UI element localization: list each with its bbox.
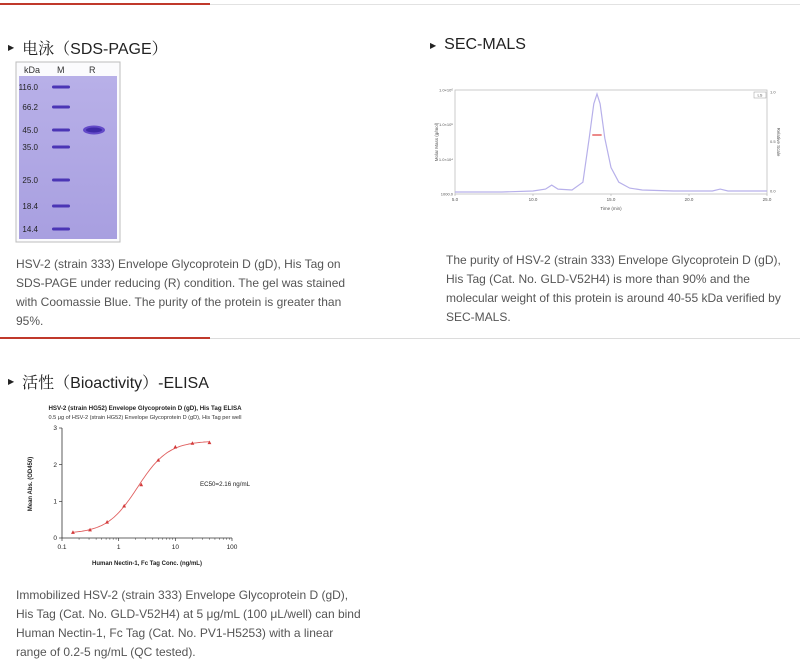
gel-marker-label: 35.0 — [22, 143, 38, 152]
elisa-chart — [20, 398, 270, 573]
sec-ylabel: Molar Mass (g/mol) — [434, 122, 439, 162]
elisa-ec50-annotation: EC50=2.16 ng/mL — [200, 481, 251, 488]
sec-x-tick-label: 25.0 — [762, 197, 772, 202]
elisa-chart-subtitle: 0.5 μg of HSV-2 (strain HG52) Envelope Glycoprotein D (gD), His Tag per well — [48, 415, 242, 421]
gel-marker-band — [52, 129, 70, 132]
sec-x-tick-label: 15.0 — [606, 197, 616, 202]
sec-y2-tick-label: 0.0 — [770, 188, 776, 194]
sec-section-title — [430, 36, 526, 54]
sec-title-text: SEC-MALS — [444, 36, 526, 53]
sec-y-tick-label: 1.0×10⁴ — [438, 156, 453, 162]
gel-col-m: M — [57, 65, 65, 75]
gel-col-kda: kDa — [24, 65, 41, 75]
sec-x-tick-label: 5.0 — [451, 197, 459, 202]
gel-marker-band — [52, 205, 70, 208]
sec-x-tick-label: 20.0 — [684, 197, 694, 202]
gel-marker-band — [52, 86, 70, 89]
sec-x-tick-label: 10.0 — [528, 197, 538, 202]
bullet-triangle-icon: ▶ — [430, 40, 437, 50]
gel-marker-band — [52, 179, 70, 182]
sds-section-title — [8, 36, 168, 59]
elisa-y-tick-label: 2 — [53, 461, 57, 469]
sec-y2label: Relative Scale — [776, 127, 781, 157]
bullet-triangle-icon: ▶ — [8, 377, 15, 386]
elisa-y-tick-label: 3 — [53, 425, 57, 433]
elisa-ylabel: Mean Abs. (OD450) — [28, 456, 34, 512]
gel-marker-band — [52, 106, 70, 109]
sec-y-tick-label: 1000.0 — [440, 191, 453, 197]
sds-gel-image — [16, 62, 120, 242]
sec-mals-chart — [428, 84, 781, 214]
elisa-description: Immobilized HSV-2 (strain 333) Envelope Glycoprotein D (gD), His Tag (Cat. No. GLD-V52H4) at 5 μg/mL (100 μL/well) can bind Human Nectin-1, Fc Tag (Cat. No. PV1-H5253) with a linear range of 0.2-5 ng/mL (QC tested). — [16, 588, 361, 659]
sec-y-tick-label: 1.0×10⁶ — [439, 87, 453, 93]
gel-lane-area — [19, 76, 117, 239]
elisa-xlabel: Human Nectin-1, Fc Tag Conc. (ng/mL) — [92, 561, 202, 567]
elisa-x-tick-label: 0.1 — [57, 544, 67, 551]
gel-col-r: R — [89, 65, 96, 75]
sec-description: The purity of HSV-2 (strain 333) Envelope Glycoprotein D (gD), His Tag (Cat. No. GLD-V52H4) is more than 90% and the molecular weight of this protein is around 40-55 kDa verified by SEC-MALS. — [446, 253, 781, 324]
gel-marker-label: 25.0 — [22, 176, 38, 185]
gel-marker-label: 18.4 — [22, 202, 38, 211]
elisa-title-text: 活性（Bioactivity）-ELISA — [22, 375, 209, 392]
elisa-y-tick-label: 0 — [53, 535, 57, 543]
elisa-x-tick-label: 10 — [171, 544, 179, 551]
elisa-x-tick-label: 100 — [226, 544, 238, 551]
bullet-triangle-icon: ▶ — [8, 43, 15, 52]
elisa-data-point — [208, 440, 212, 444]
gel-marker-label: 116.0 — [18, 83, 38, 92]
elisa-fit-curve — [73, 442, 210, 533]
gel-marker-label: 45.0 — [22, 126, 38, 135]
elisa-data-point — [173, 445, 177, 449]
sec-y2-tick-label: 1.0 — [770, 89, 776, 95]
elisa-chart-title: HSV-2 (strain HG52) Envelope Glycoprotein D (gD), His Tag ELISA — [48, 405, 242, 412]
middle-accent-line — [0, 337, 210, 339]
sec-y-tick-label: 1.0×10⁵ — [438, 122, 453, 128]
sec-y2-tick-label: 0.5 — [770, 138, 776, 144]
gel-marker-label: 14.4 — [22, 225, 38, 234]
elisa-y-tick-label: 1 — [53, 498, 57, 506]
gel-marker-band — [52, 146, 70, 149]
sds-title-text: 电泳（SDS-PAGE） — [22, 41, 168, 58]
top-accent-line — [0, 3, 210, 5]
elisa-section-title — [8, 370, 209, 393]
gel-marker-label: 66.2 — [22, 103, 38, 112]
sec-legend-label: LS — [757, 92, 763, 98]
elisa-x-tick-label: 1 — [116, 544, 121, 551]
sds-description: HSV-2 (strain 333) Envelope Glycoprotein D (gD), His Tag on SDS-PAGE under reducing (R) condition. The gel was stained with Coomassie Blue. The purity of the protein is greater than 95%. — [16, 257, 346, 328]
sec-xlabel: Time (min) — [600, 206, 622, 211]
gel-sample-band-core — [86, 128, 102, 133]
gel-marker-band — [52, 228, 70, 231]
